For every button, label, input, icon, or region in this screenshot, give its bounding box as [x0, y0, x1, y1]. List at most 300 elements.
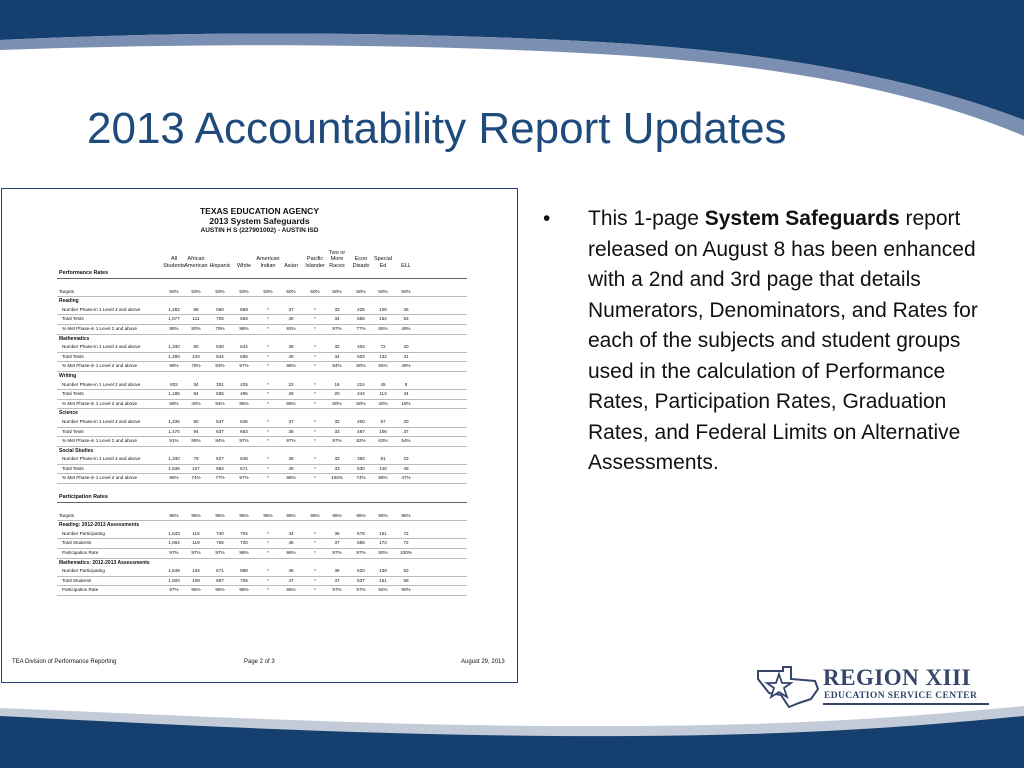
table-cell: 95%	[286, 512, 296, 518]
table-row	[57, 437, 467, 447]
table-cell: 1,643	[168, 530, 180, 536]
table-row	[57, 549, 467, 559]
table-cell: 58%	[378, 475, 388, 481]
row-label: Number Phase-in 1 Level 2 and above	[62, 344, 141, 350]
table-row	[57, 353, 467, 363]
table-cell: 97%	[239, 475, 249, 481]
table-cell: 50%	[191, 288, 201, 294]
table-cell: 49	[403, 465, 409, 471]
table-cell: 59	[403, 577, 409, 583]
column-header-line: Students	[163, 262, 185, 269]
table-cell: 669	[240, 306, 248, 312]
row-label: Participation Rate	[62, 550, 99, 556]
column-header	[163, 256, 185, 269]
table-cell: 93%	[286, 325, 296, 331]
table-cell: 81	[380, 456, 386, 462]
table-cell: 37	[334, 577, 340, 583]
table-cell: 1,282	[168, 306, 180, 312]
table-cell: *	[267, 418, 269, 424]
table-cell: 642	[216, 353, 224, 359]
table-cell: *	[314, 400, 316, 406]
table-cell: *	[267, 550, 269, 556]
table-cell: 92%	[378, 587, 388, 593]
table-cell: 96%	[215, 587, 225, 593]
table-cell: 682	[216, 465, 224, 471]
table-cell: *	[267, 438, 269, 444]
table-cell: *	[267, 530, 269, 536]
table-row	[57, 362, 467, 372]
table-cell: 663	[240, 428, 248, 434]
table-row	[57, 288, 467, 298]
table-cell: 16	[334, 381, 340, 387]
table-cell: 49%	[401, 325, 411, 331]
table-cell: 90%	[401, 587, 411, 593]
table-row	[57, 539, 467, 549]
table-cell: *	[314, 465, 316, 471]
table-cell: *	[267, 540, 269, 546]
table-row	[57, 343, 467, 353]
table-cell: 72	[403, 530, 409, 536]
row-label: Total Students	[62, 540, 92, 546]
table-row	[57, 315, 467, 325]
column-header-line: Econ	[354, 256, 368, 262]
row-label: Targets	[59, 288, 75, 294]
table-row	[57, 503, 467, 512]
table-cell: 648	[240, 456, 248, 462]
table-cell: 97%	[332, 587, 342, 593]
row-label: Number Phase-in 1 Level 2 and above	[62, 306, 141, 312]
table-cell: 765	[216, 540, 224, 546]
table-row	[57, 400, 467, 410]
table-subject-row	[57, 372, 467, 381]
table-cell: 100%	[400, 550, 412, 556]
table-cell: 53	[403, 316, 409, 322]
table-cell: 80	[193, 344, 199, 350]
table-cell: 527	[216, 456, 224, 462]
table-cell: 33	[334, 465, 340, 471]
table-cell: *	[314, 306, 316, 312]
bullet-text	[588, 204, 1008, 479]
table-cell: *	[267, 306, 269, 312]
table-cell: *	[267, 456, 269, 462]
table-cell: 65%	[378, 325, 388, 331]
table-cell: *	[267, 316, 269, 322]
table-cell: 36	[334, 530, 340, 536]
table-row	[57, 418, 467, 428]
table-cell: 91%	[169, 438, 179, 444]
table-cell: 50%	[356, 400, 366, 406]
table-cell: 97%	[332, 438, 342, 444]
table-cell: 106	[379, 428, 387, 434]
table-cell: 32	[334, 344, 340, 350]
table-cell: 95%	[310, 512, 320, 518]
table-cell: 18%	[401, 400, 411, 406]
table-cell: 79%	[215, 325, 225, 331]
column-header-line: ELL	[401, 262, 411, 269]
table-cell: 37	[334, 540, 340, 546]
table-cell: 705	[240, 577, 248, 583]
table-row	[57, 577, 467, 587]
table-cell: 560	[216, 306, 224, 312]
table-cell: 50%	[286, 288, 296, 294]
table-cell: 54%	[215, 400, 225, 406]
table-cell: 1,577	[168, 316, 180, 322]
table-cell: 495	[240, 391, 248, 397]
table-cell: *	[267, 400, 269, 406]
table-cell: 77%	[356, 325, 366, 331]
column-header-line: Hispanic	[209, 262, 231, 269]
table-row	[57, 484, 467, 493]
table-cell: 140	[379, 465, 387, 471]
column-header-line: White	[236, 262, 252, 269]
table-cell: 530	[357, 465, 365, 471]
column-header-line: American	[184, 262, 208, 269]
row-label: Targets	[59, 512, 75, 518]
table-cell: 80%	[191, 325, 201, 331]
table-cell: 1,330	[168, 344, 180, 350]
table-cell: 444	[357, 391, 365, 397]
report-header	[2, 206, 517, 236]
table-cell: 595	[357, 540, 365, 546]
table-cell: 38	[288, 428, 294, 434]
table-cell: *	[267, 465, 269, 471]
table-cell: *	[314, 530, 316, 536]
table-cell: 425	[240, 381, 248, 387]
table-cell: 115	[192, 530, 200, 536]
table-cell: 33	[334, 456, 340, 462]
table-cell: 97%	[239, 363, 249, 369]
column-header-line: American	[256, 256, 280, 262]
row-label: Writing	[59, 372, 77, 379]
table-subject-row	[57, 559, 467, 568]
table-cell: 50%	[378, 288, 388, 294]
row-label: Participation Rates	[59, 494, 108, 501]
table-cell: 63%	[378, 438, 388, 444]
row-label: Number Phase-in 1 Level 2 and above	[62, 456, 141, 462]
table-cell: 34	[334, 353, 340, 359]
table-cell: 50%	[239, 288, 249, 294]
table-cell: 84%	[215, 438, 225, 444]
table-row	[57, 325, 467, 335]
row-label: Number Phase-in 1 Level 2 and above	[62, 418, 141, 424]
table-cell: 1,692	[168, 540, 180, 546]
table-row	[57, 465, 467, 475]
table-cell: 54%	[401, 438, 411, 444]
table-cell: 1,330	[168, 456, 180, 462]
table-cell: 95%	[401, 512, 411, 518]
table-cell: 301	[216, 381, 224, 387]
table-cell: 109	[192, 577, 200, 583]
column-header	[256, 256, 279, 269]
table-cell: 55%	[378, 363, 388, 369]
table-row	[57, 428, 467, 438]
row-label: Performance Rates	[59, 270, 109, 276]
report-agency: TEXAS EDUCATION AGENCY	[199, 206, 319, 216]
table-cell: 1,490	[168, 353, 180, 359]
column-header-line: Islander	[305, 262, 325, 269]
table-cell: 72	[403, 540, 409, 546]
table-cell: 94%	[332, 363, 342, 369]
table-cell: 34	[334, 316, 340, 322]
table-cell: 111	[192, 316, 200, 322]
table-cell: 86%	[169, 475, 179, 481]
table-cell: *	[267, 587, 269, 593]
table-cell: 96%	[286, 587, 296, 593]
table-cell: 50%	[263, 288, 273, 294]
table-cell: 44	[288, 530, 294, 536]
report-document	[1, 188, 518, 683]
table-row	[57, 381, 467, 391]
table-cell: 74%	[191, 475, 201, 481]
table-cell: 697	[216, 577, 224, 583]
row-label: % Met Phase-in 1 Level 2 and above	[62, 400, 138, 406]
row-label: Reading: 2012-2013 Assessments	[59, 522, 140, 529]
table-cell: 89%	[169, 363, 179, 369]
table-cell: 23	[403, 456, 409, 462]
table-cell: 1,185	[168, 391, 180, 397]
table-cell: *	[267, 391, 269, 397]
column-header-line: Disadv	[352, 262, 370, 269]
table-cell: *	[267, 568, 269, 574]
table-cell: 720	[240, 540, 248, 546]
column-header-line: Pacific	[306, 256, 324, 262]
table-cell: 404	[357, 344, 365, 350]
row-label: Total Tests	[62, 391, 84, 397]
table-cell: 37	[288, 306, 294, 312]
table-cell: 40	[288, 316, 294, 322]
column-header-line: African	[187, 256, 205, 262]
table-cell: 1,336	[168, 418, 180, 424]
table-cell: 556	[357, 316, 365, 322]
column-header-line: All	[170, 256, 178, 262]
table-cell: 95%	[191, 512, 201, 518]
table-cell: 578	[357, 530, 365, 536]
table-cell: 22	[288, 381, 294, 387]
table-cell: 84	[193, 391, 199, 397]
table-cell: *	[314, 325, 316, 331]
table-cell: 8	[404, 381, 408, 387]
table-cell: *	[314, 381, 316, 387]
table-cell: 20	[334, 391, 340, 397]
table-row	[57, 474, 467, 484]
table-cell: 97%	[356, 550, 366, 556]
table-cell: 45	[288, 568, 294, 574]
table-cell: 113	[379, 391, 387, 397]
table-cell: 426	[357, 306, 365, 312]
table-cell: 95%	[332, 512, 342, 518]
table-cell: 79	[193, 456, 199, 462]
report-table	[57, 269, 467, 596]
table-cell: 46	[288, 540, 294, 546]
table-cell: 72	[380, 344, 386, 350]
column-header	[353, 256, 370, 269]
table-cell: 50%	[215, 288, 225, 294]
table-cell: *	[267, 344, 269, 350]
report-footer-left: TEA Division of Performance Reporting	[12, 659, 117, 665]
slide-title: 2013 Accountability Report Updates	[87, 104, 787, 153]
report-column-headers	[2, 247, 517, 269]
table-cell: *	[314, 363, 316, 369]
table-cell: *	[314, 428, 316, 434]
row-label: Number Phase-in 1 Level 2 and above	[62, 381, 141, 387]
table-cell: 50%	[169, 288, 179, 294]
table-subject-row	[57, 297, 467, 306]
table-cell: *	[314, 344, 316, 350]
table-cell: 688	[240, 568, 248, 574]
table-cell: 85%	[191, 438, 201, 444]
table-cell: 671	[240, 465, 248, 471]
table-cell: 97%	[239, 438, 249, 444]
column-header	[305, 256, 325, 269]
column-header-line: Two or	[328, 249, 346, 256]
row-label: Mathematics: 2012-2013 Assessments	[59, 559, 150, 566]
bullet-marker: •	[543, 207, 551, 230]
table-cell: 93%	[378, 550, 388, 556]
row-label: Total Tests	[62, 316, 84, 322]
table-cell: 39	[288, 344, 294, 350]
table-cell: 33	[334, 428, 340, 434]
table-cell: 41	[403, 353, 409, 359]
table-cell: *	[314, 391, 316, 397]
table-cell: 537	[216, 418, 224, 424]
table-cell: 97%	[169, 550, 179, 556]
bullet-text-post: report released on August 8 has been enhanced with a 2nd and 3rd page that details Numerators, Denominators, and Rates for each of the subjects and student groups used in the calculation of Performance Rates, Participation Rates, Graduation Rates, and Federal Limits on Alternative Assessments.	[588, 207, 978, 474]
table-cell: 40	[288, 353, 294, 359]
row-label: Total Tests	[62, 465, 84, 471]
table-cell: 644	[240, 344, 248, 350]
table-cell: *	[267, 428, 269, 434]
row-label: Social Studies	[59, 447, 94, 454]
table-cell: 103	[192, 353, 200, 359]
table-cell: 161	[379, 530, 387, 536]
table-cell: 95%	[191, 587, 201, 593]
table-cell: 104	[192, 568, 200, 574]
table-cell: 34	[193, 381, 199, 387]
table-cell: 50%	[401, 288, 411, 294]
row-label: Reading	[59, 298, 79, 305]
table-cell: 666	[240, 353, 248, 359]
table-cell: 100	[379, 306, 387, 312]
table-cell: 95%	[356, 512, 366, 518]
table-cell: 74%	[356, 475, 366, 481]
row-label: % Met Phase-in 1 Level 2 and above	[62, 475, 138, 481]
table-cell: 1,549	[168, 568, 180, 574]
table-cell: 645	[240, 418, 248, 424]
table-cell: 705	[216, 316, 224, 322]
table-cell: 95%	[378, 512, 388, 518]
table-subject-row	[57, 335, 467, 344]
table-cell: 151	[379, 577, 387, 583]
report-campus: AUSTIN H S (227901002) - AUSTIN ISD	[200, 227, 319, 234]
table-cell: 1,600	[168, 577, 180, 583]
table-cell: 85%	[286, 400, 296, 406]
table-cell: *	[314, 353, 316, 359]
report-footer-date: August 29, 2013	[461, 659, 505, 665]
table-row	[57, 279, 467, 288]
column-header-line: Indian	[260, 262, 276, 269]
table-row	[57, 530, 467, 540]
table-cell: 97%	[215, 550, 225, 556]
table-cell: 86%	[239, 400, 249, 406]
row-label: % Met Phase-in 1 Level 2 and above	[62, 438, 138, 444]
column-header-line: Special	[373, 256, 393, 262]
table-cell: 49%	[401, 363, 411, 369]
table-cell: *	[314, 475, 316, 481]
row-label: Science	[59, 410, 78, 417]
table-cell: 487	[357, 428, 365, 434]
bullet-text-bold: System Safeguards	[704, 207, 900, 230]
table-cell: 53	[403, 568, 409, 574]
table-cell: 139	[379, 568, 387, 574]
table-cell: 503	[357, 353, 365, 359]
logo-rule	[823, 703, 989, 705]
table-cell: 520	[357, 568, 365, 574]
table-cell: *	[314, 568, 316, 574]
table-cell: 37	[403, 428, 409, 434]
column-header-line: Races	[329, 262, 345, 269]
table-cell: 88%	[169, 325, 179, 331]
table-cell: 98%	[239, 550, 249, 556]
table-cell: 119	[192, 540, 200, 546]
table-cell: 80	[193, 418, 199, 424]
table-cell: *	[267, 353, 269, 359]
table-cell: 97%	[191, 550, 201, 556]
table-row	[57, 455, 467, 465]
table-row	[57, 586, 467, 596]
column-header	[184, 256, 207, 269]
table-cell: 98%	[286, 475, 296, 481]
table-cell: 33	[334, 306, 340, 312]
table-cell: 537	[357, 577, 365, 583]
table-cell: 47%	[401, 475, 411, 481]
row-label: Total Tests	[62, 353, 84, 359]
table-cell: 1,536	[168, 465, 180, 471]
table-cell: 704	[240, 530, 248, 536]
table-cell: 97%	[169, 587, 179, 593]
table-cell: 98%	[239, 325, 249, 331]
table-section-row	[57, 269, 467, 279]
table-cell: 97%	[356, 587, 366, 593]
top-band-dark	[0, 0, 1024, 120]
table-cell: 26	[403, 306, 409, 312]
row-label: Total Tests	[62, 428, 84, 434]
table-cell: 97%	[332, 325, 342, 331]
table-cell: *	[267, 381, 269, 387]
table-cell: 100%	[331, 475, 343, 481]
table-cell: *	[314, 418, 316, 424]
table-cell: 77%	[215, 475, 225, 481]
table-section-row	[57, 493, 467, 503]
texas-star-icon	[755, 665, 821, 709]
table-cell: *	[267, 475, 269, 481]
logo-sub-text: EDUCATION SERVICE CENTER	[824, 691, 978, 701]
table-cell: 671	[216, 568, 224, 574]
report-footer-page: Page 2 of 3	[244, 659, 275, 665]
table-cell: 83%	[215, 363, 225, 369]
table-cell: *	[314, 316, 316, 322]
table-cell: 95%	[263, 512, 273, 518]
table-cell: 95%	[215, 512, 225, 518]
table-cell: 82%	[356, 438, 366, 444]
table-cell: *	[267, 577, 269, 583]
table-cell: 32	[334, 418, 340, 424]
table-row	[57, 567, 467, 577]
table-subject-row	[57, 447, 467, 456]
table-cell: 107	[192, 465, 200, 471]
table-cell: 47	[288, 577, 294, 583]
table-cell: *	[314, 550, 316, 556]
table-subject-row	[57, 409, 467, 418]
